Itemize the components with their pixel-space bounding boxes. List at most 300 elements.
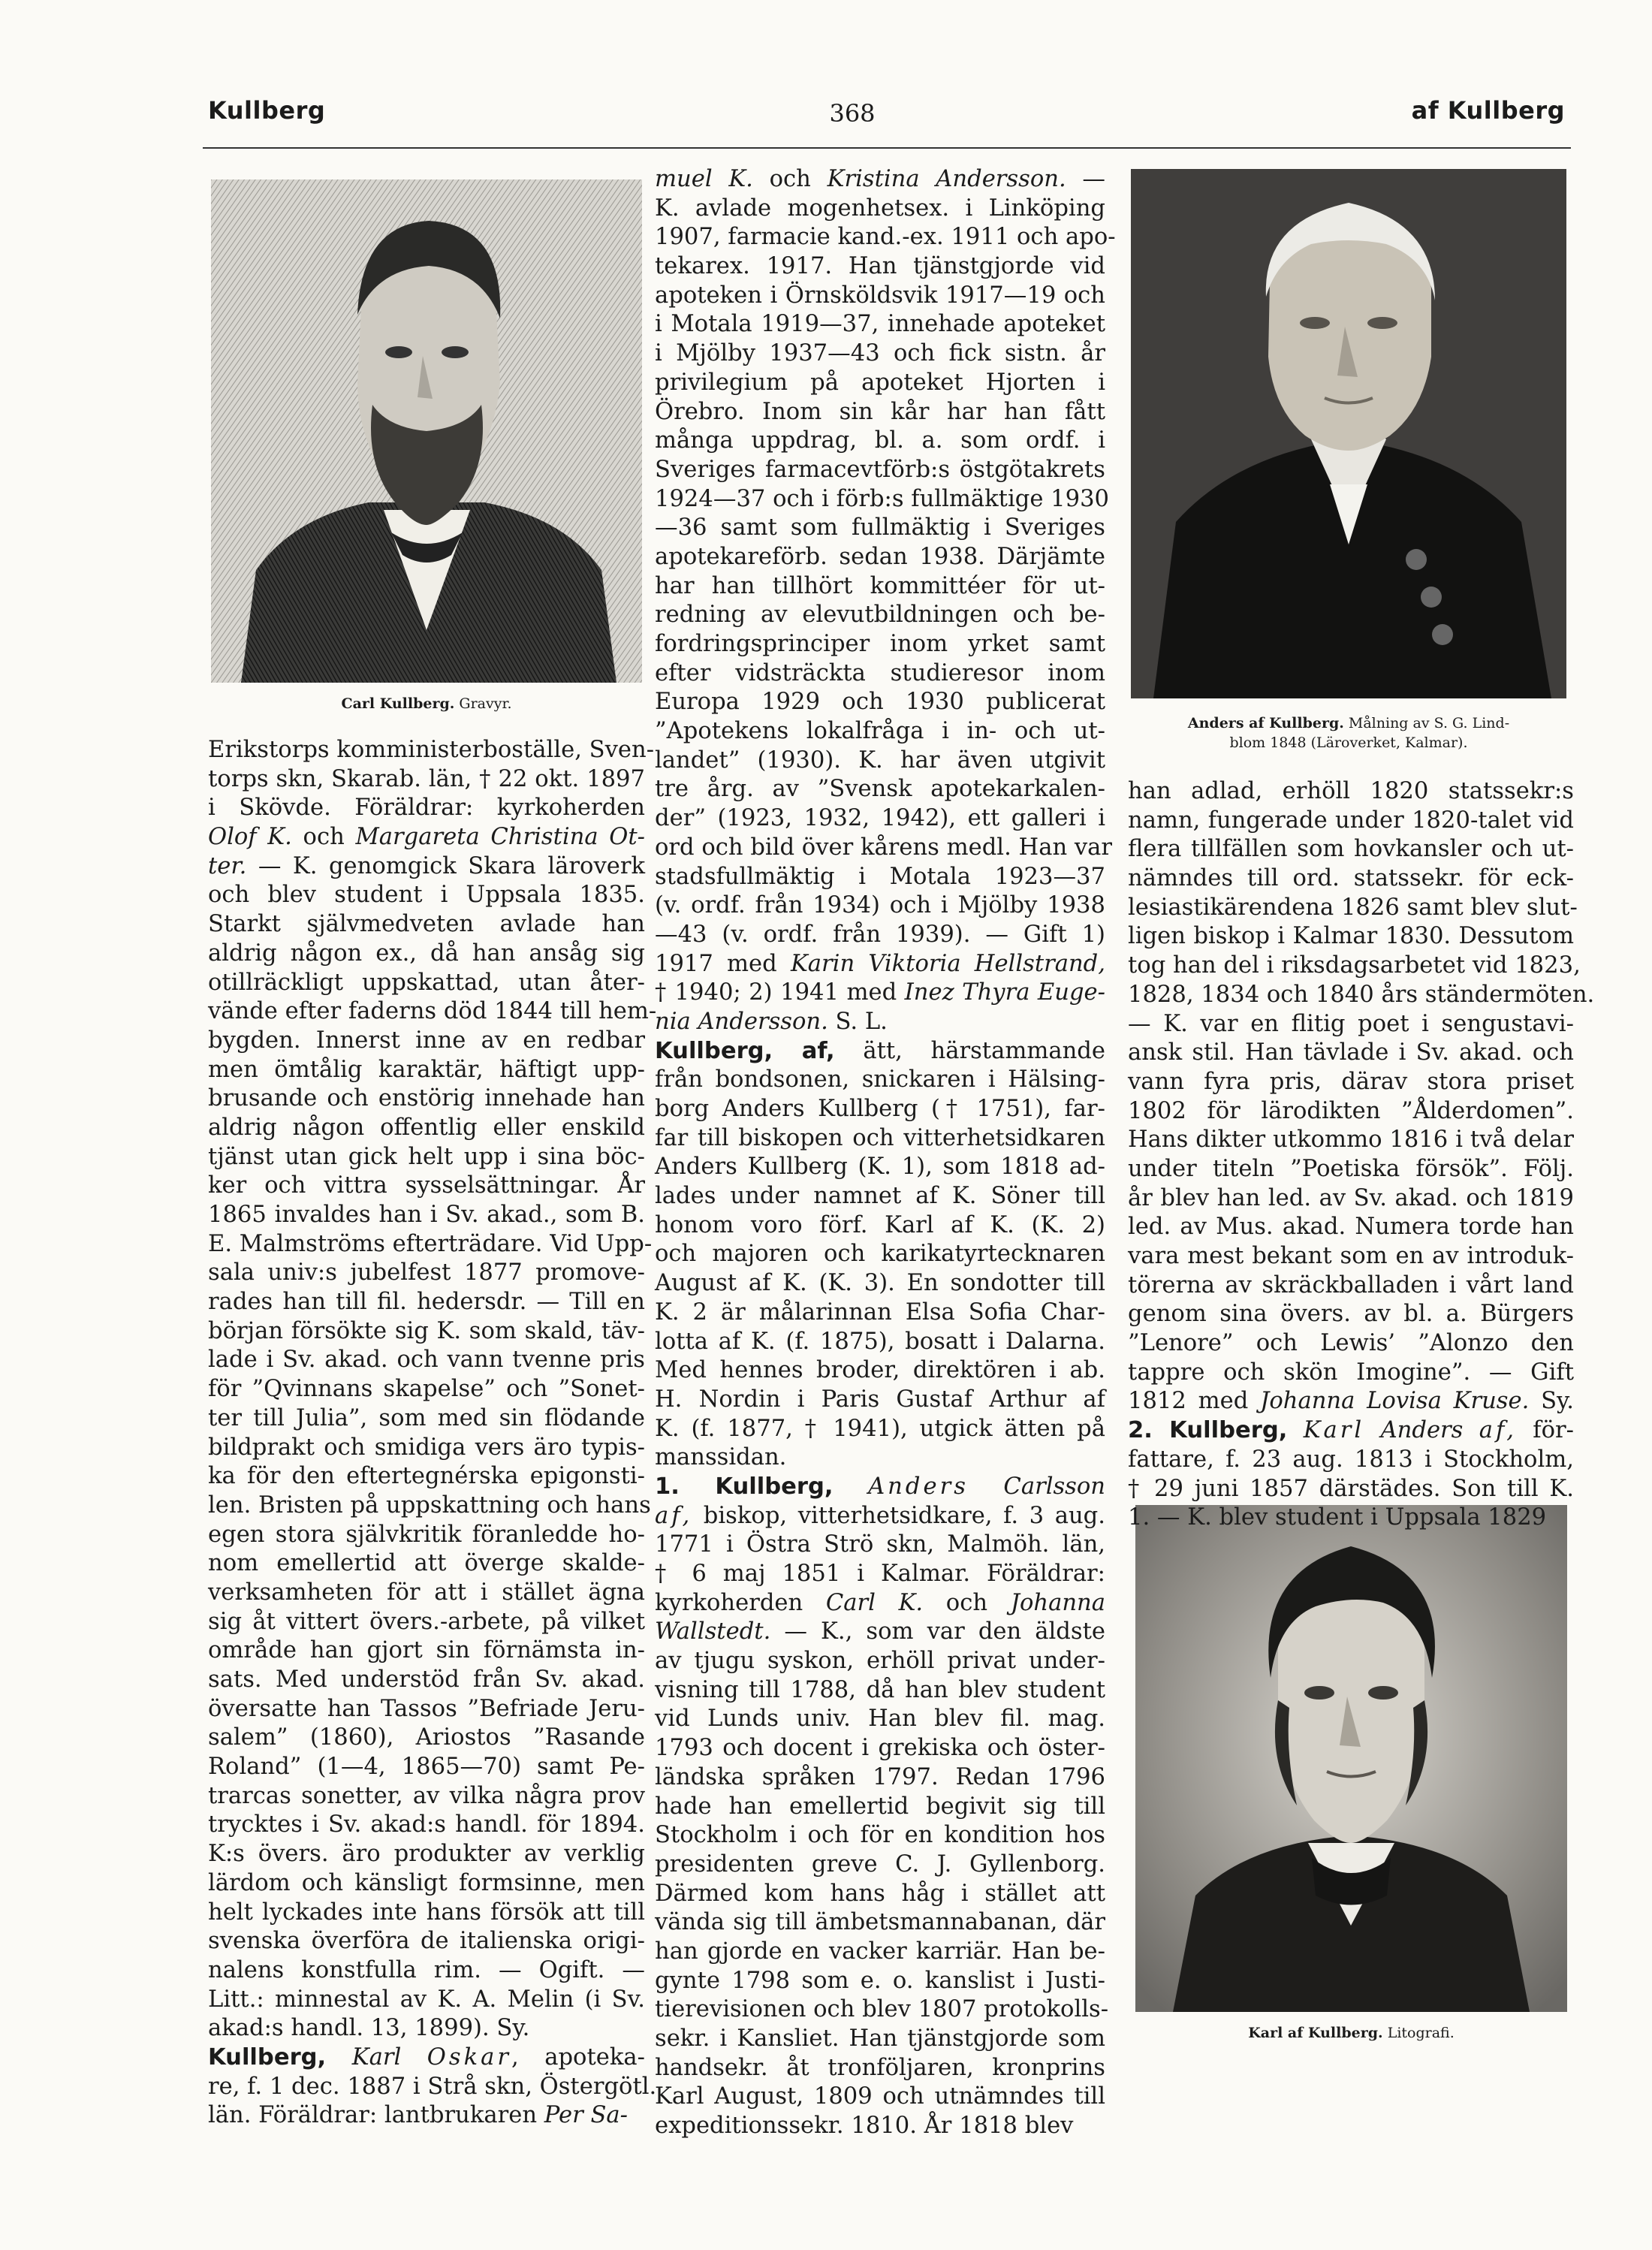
text-run: Margareta Christina Ot- xyxy=(355,824,645,851)
text-run: Wallstedt. xyxy=(655,1618,771,1645)
text-run: presidenten greve C. J. Gyllenborg. xyxy=(655,1850,1105,1878)
text-run: översatte han Tassos ”Befriade Jeru- xyxy=(208,1695,645,1722)
text-line xyxy=(208,1869,645,1899)
text-run: sekr. i Kansliet. Han tjänstgjorde som xyxy=(655,2025,1105,2052)
text-run: kyrkoherden xyxy=(655,1589,826,1616)
text-run: Johanna xyxy=(1010,1589,1105,1616)
text-run: biskop, vitterhetsidkare, f. 3 aug. xyxy=(692,1502,1105,1529)
text-line xyxy=(208,1521,645,1550)
text-run: borg Anders Kullberg († 1751), far- xyxy=(655,1096,1105,1122)
text-line xyxy=(208,1143,645,1172)
text-line xyxy=(655,1821,1105,1850)
text-run: Stockholm i och för en kondition hos xyxy=(655,1822,1105,1849)
text-run: Starkt självmedveten avlade han xyxy=(208,911,645,938)
caption-text: Målning av S. G. Lind- xyxy=(1343,715,1510,731)
text-line xyxy=(1128,894,1578,923)
text-run: manssidan. xyxy=(655,1444,787,1471)
text-run: svenska överföra de italienska origi- xyxy=(208,1928,645,1955)
text-run: och xyxy=(291,824,356,851)
text-line xyxy=(1128,1475,1574,1504)
text-run: Därmed kom hans håg i stället att xyxy=(655,1880,1105,1907)
text-line xyxy=(1128,1446,1574,1475)
text-run: apotekareförb. sedan 1938. Därjämte xyxy=(655,543,1105,570)
text-run: sats. Med understöd från Sv. akad. xyxy=(208,1666,645,1693)
text-run: Inez Thyra Euge- xyxy=(904,979,1105,1006)
text-run: törerna av skräckballaden i vårt land xyxy=(1128,1271,1574,1298)
text-run: led. av Mus. akad. Numera torde han xyxy=(1128,1214,1574,1241)
text-line xyxy=(1128,1097,1574,1127)
text-line xyxy=(655,1589,1105,1618)
text-line xyxy=(655,1240,1105,1269)
text-run: landet” (1930). K. har även utgivit xyxy=(655,746,1105,774)
text-line xyxy=(208,1114,645,1143)
page-number: 368 xyxy=(829,99,876,128)
text-line xyxy=(208,1695,645,1724)
text-run: trycktes i Sv. akad:s handl. för 1894. xyxy=(208,1811,645,1838)
text-run: lärdom och känsligt formsinne, men xyxy=(208,1869,645,1896)
text-run xyxy=(969,1473,1004,1500)
text-run: ”Apotekens lokalfråga i in- och ut- xyxy=(655,718,1105,745)
text-run: Litt.: minnestal av K. A. Melin (i Sv. xyxy=(208,1986,645,2013)
text-run: nia Andersson. xyxy=(655,1008,828,1035)
text-line xyxy=(1128,1010,1574,1039)
text-run: lade i Sv. akad. och vann tvenne pris xyxy=(208,1347,645,1374)
caption-carl-kullberg xyxy=(211,694,642,713)
text-run: ländska språken 1797. Redan 1796 xyxy=(655,1763,1105,1790)
caption-name: Carl Kullberg. xyxy=(341,695,455,712)
text-run: vann fyra pris, därav stora priset xyxy=(1128,1068,1574,1095)
caption-text: Gravyr. xyxy=(454,695,512,712)
text-line xyxy=(208,1549,645,1579)
text-run: län. Föräldrar: lantbrukaren xyxy=(208,2102,544,2129)
text-run: — K. var en flitig poet i sengustavi- xyxy=(1128,1010,1574,1037)
text-run: Hans dikter utkommo 1816 i två delar xyxy=(1128,1127,1574,1154)
text-line xyxy=(1128,1387,1574,1416)
text-run: och majoren och karikatyrtecknaren xyxy=(655,1241,1105,1268)
text-run: ligen biskop i Kalmar 1830. Dessutom xyxy=(1128,923,1574,950)
text-line xyxy=(655,514,1105,543)
text-line xyxy=(655,2112,1105,2141)
text-run: salem” (1860), Ariostos ”Rasande xyxy=(208,1724,645,1751)
text-line xyxy=(655,601,1105,630)
text-run: i Mjölby 1937—43 och fick sistn. år xyxy=(655,340,1105,367)
text-line xyxy=(208,1201,645,1230)
text-line xyxy=(208,794,645,823)
text-run: † 6 maj 1851 i Kalmar. Föräldrar: xyxy=(655,1561,1105,1587)
text-run: tjänst utan gick helt upp i sina böc- xyxy=(208,1143,645,1170)
text-run: 1. — K. blev student i Uppsala 1829 xyxy=(1128,1504,1547,1531)
text-line xyxy=(655,1995,1109,2025)
portrait-carl-kullberg xyxy=(211,179,642,683)
text-line xyxy=(208,1027,645,1056)
text-run: ter. xyxy=(208,852,247,879)
text-line xyxy=(1128,1271,1574,1301)
text-line xyxy=(1128,1126,1574,1155)
text-run: Sveriges farmacevtförb:s östgötakrets xyxy=(655,456,1105,483)
text-run: len. Bristen på uppskattning och hans xyxy=(208,1491,651,1519)
text-line xyxy=(208,1782,645,1811)
text-line xyxy=(208,1259,645,1288)
text-run: helt lyckades inte hans försök att till xyxy=(208,1899,645,1926)
text-line xyxy=(655,1037,1105,1066)
text-line xyxy=(208,1056,645,1085)
text-run: 1917 med xyxy=(655,950,791,977)
caption-karl-af-kullberg xyxy=(1135,2023,1567,2043)
text-run: 1812 med xyxy=(1128,1388,1261,1415)
text-line xyxy=(208,1636,645,1666)
text-line xyxy=(208,1927,645,1956)
caption-name: Anders af Kullberg. xyxy=(1187,715,1344,731)
text-line xyxy=(208,1608,645,1637)
text-run: der” (1923, 1932, 1942), ett galleri i xyxy=(655,805,1105,832)
text-line xyxy=(655,1153,1105,1182)
text-run: sig åt vittert övers.-arbete, på vilket xyxy=(208,1608,645,1635)
text-run: Per Sa- xyxy=(544,2102,628,2129)
text-line xyxy=(1128,1504,1574,1533)
text-run xyxy=(1364,1417,1380,1443)
text-run: ”Lenore” och Lewis’ ”Alonzo den xyxy=(1128,1330,1574,1357)
text-run: af, xyxy=(655,1502,693,1529)
text-run: vända sig till ämbetsmannabanan, där xyxy=(655,1909,1105,1936)
text-line xyxy=(208,2101,645,2131)
text-line xyxy=(655,1356,1105,1386)
text-run: flera tillfällen som hovkansler och ut- xyxy=(1128,836,1574,863)
text-run: ansk stil. Han tävlade i Sv. akad. och xyxy=(1128,1039,1574,1066)
text-line xyxy=(655,1269,1105,1298)
caption-text-line2: blom 1848 (Läroverket, Kalmar). xyxy=(1229,734,1468,751)
text-line xyxy=(655,1850,1105,1880)
text-run: Kullberg, xyxy=(208,2043,327,2071)
text-run: honom voro förf. Karl af K. (K. 2) xyxy=(655,1211,1105,1238)
text-run: 1802 för lärodikten ”Ålderdomen”. xyxy=(1128,1097,1574,1124)
text-line xyxy=(655,252,1105,282)
text-line xyxy=(655,1415,1105,1444)
text-run: af, xyxy=(1479,1417,1517,1444)
text-run: tierevisionen och blev 1807 protokolls- xyxy=(655,1996,1109,2023)
text-run: —43 (v. ordf. från 1939). — Gift 1) xyxy=(655,921,1105,948)
text-run: K. 2 är målarinnan Elsa Sofia Char- xyxy=(655,1298,1105,1326)
text-line xyxy=(1128,1329,1574,1359)
text-run: expeditionssekr. 1810. År 1818 blev xyxy=(655,2113,1074,2140)
text-line xyxy=(655,804,1105,834)
text-line xyxy=(208,823,645,852)
text-line xyxy=(655,1531,1105,1560)
text-line xyxy=(208,736,655,765)
text-run: Anders Kullberg (K. 1), som 1818 ad- xyxy=(655,1154,1105,1181)
text-line xyxy=(208,1724,645,1753)
text-run: tre årg. av ”Svensk apotekarkalen- xyxy=(655,776,1105,803)
text-line xyxy=(208,1172,645,1201)
text-run: apoteken i Örnsköldsvik 1917—19 och xyxy=(655,282,1105,309)
text-run: aldrig någon ex., då han ansåg sig xyxy=(208,940,645,967)
text-run: vid Lunds univ. Han blev fil. mag. xyxy=(655,1706,1105,1733)
text-line xyxy=(208,910,645,940)
text-run: visning till 1788, då han blev student xyxy=(655,1676,1105,1703)
text-run: 1793 och docent i grekiska och öster- xyxy=(655,1735,1105,1762)
text-line xyxy=(208,997,657,1027)
text-run: hade han emellertid begivit sig till xyxy=(655,1793,1105,1820)
text-line xyxy=(655,1473,1105,1502)
text-run: nom emellertid att överge skalde- xyxy=(208,1550,645,1577)
text-run: men ömtålig karaktär, häftigt upp- xyxy=(208,1056,645,1083)
text-line xyxy=(208,1899,645,1928)
text-line xyxy=(208,1375,645,1404)
text-run: lades under namnet af K. Söner till xyxy=(655,1183,1105,1210)
text-line xyxy=(655,485,1110,514)
text-run: rades han till fil. hedersdr. — Till en xyxy=(208,1289,645,1316)
text-run: tappre och skön Imogine”. — Gift xyxy=(1128,1359,1574,1386)
text-run: Anders xyxy=(1380,1417,1464,1444)
text-line xyxy=(208,940,645,969)
text-line xyxy=(655,1211,1105,1241)
text-line xyxy=(655,1734,1105,1763)
text-line xyxy=(655,1502,1105,1531)
text-line xyxy=(655,979,1105,1008)
text-column-1 xyxy=(208,736,657,2131)
text-run: gynte 1798 som e. o. kanslist i Justi- xyxy=(655,1967,1105,1994)
text-run: lotta af K. (f. 1875), bosatt i Dalarna. xyxy=(655,1328,1105,1355)
text-line xyxy=(655,339,1105,369)
text-run: 1924—37 och i förb:s fullmäktige 1930 xyxy=(655,485,1110,512)
text-line xyxy=(655,1793,1105,1822)
text-line xyxy=(208,1753,645,1782)
text-run: Kristina Andersson. xyxy=(827,166,1066,192)
text-run: aldrig någon offentlig eller enskild xyxy=(208,1114,645,1141)
text-line xyxy=(655,1908,1105,1938)
text-line xyxy=(655,630,1105,659)
text-run: H. Nordin i Paris Gustaf Arthur af xyxy=(655,1386,1105,1413)
text-run: handsekr. åt tronföljaren, kronprins xyxy=(655,2054,1105,2081)
text-run: fattare, f. 23 aug. 1813 i Stockholm, xyxy=(1128,1446,1574,1473)
text-run: privilegium på apoteket Hjorten i xyxy=(655,369,1105,396)
text-run: genom sina övers. av bl. a. Bürgers xyxy=(1128,1301,1574,1328)
caption-text: Litografi. xyxy=(1382,2025,1455,2041)
text-run: 1. Kullberg, xyxy=(655,1473,834,1500)
text-line xyxy=(655,688,1105,717)
text-run: av tjugu syskon, erhöll privat under- xyxy=(655,1648,1105,1675)
text-line xyxy=(208,1404,645,1434)
text-run: område han gjort sin förnämsta in- xyxy=(208,1637,645,1664)
text-run: ätt, härstammande xyxy=(834,1037,1105,1064)
text-run: nämndes till ord. statssekr. för eck- xyxy=(1128,865,1574,892)
text-run: från bondsonen, snickaren i Hälsing- xyxy=(655,1066,1105,1093)
text-run: far till biskopen och vitterhetsidkaren xyxy=(655,1124,1105,1151)
text-run: bildprakt och smidiga vers äro typis- xyxy=(208,1434,645,1461)
text-line xyxy=(655,1095,1105,1124)
text-run: Erikstorps komministerboställe, Sven- xyxy=(208,737,655,763)
text-line xyxy=(655,2054,1105,2083)
text-run: har han tillhört kommittéer för ut- xyxy=(655,572,1105,599)
text-line xyxy=(655,1008,1105,1037)
text-run: ker och vittra sysselsättningar. År xyxy=(208,1172,645,1199)
text-run: för ”Qvinnans skapelse” och ”Sonet- xyxy=(208,1376,645,1403)
text-run: Karin Viktoria Hellstrand, xyxy=(790,950,1105,977)
text-run: Med hennes broder, direktören i ab. xyxy=(655,1357,1105,1384)
text-line xyxy=(1128,922,1574,952)
text-run: muel K. xyxy=(655,166,753,192)
text-line xyxy=(208,1666,645,1695)
text-line xyxy=(655,1560,1105,1589)
text-line xyxy=(208,2073,657,2102)
text-run: Örebro. Inom sin kår har han fått xyxy=(655,398,1105,425)
text-run: 2. Kullberg, xyxy=(1128,1417,1288,1444)
text-line xyxy=(655,775,1105,804)
text-run: K. avlade mogenhetsex. i Linköping xyxy=(655,195,1105,222)
text-run: Olof K. xyxy=(208,824,292,851)
text-run: † 29 juni 1857 därstädes. Son till K. xyxy=(1128,1475,1574,1502)
text-run: många uppdrag, bl. a. som ordf. i xyxy=(655,427,1105,454)
text-run: , apoteka- xyxy=(511,2043,645,2071)
text-run xyxy=(326,2044,352,2071)
text-run: 1865 invaldes han i Sv. akad., som B. xyxy=(208,1202,645,1228)
text-run: och xyxy=(752,166,828,192)
text-run: namn, fungerade under 1820-talet vid xyxy=(1128,807,1574,834)
text-line xyxy=(655,427,1105,456)
text-line xyxy=(655,1880,1105,1909)
portrait-anders-af-kullberg xyxy=(1131,169,1566,698)
text-line xyxy=(1128,1300,1574,1329)
text-line xyxy=(208,969,645,998)
text-run: i Skövde. Föräldrar: kyrkoherden xyxy=(208,795,645,822)
text-run: vände efter faderns död 1844 till hem- xyxy=(208,998,657,1025)
text-line xyxy=(655,1124,1105,1154)
text-run: i Motala 1919—37, innehade apoteket xyxy=(655,311,1105,338)
text-run: lesiastikärendena 1826 samt blev slut- xyxy=(1128,894,1578,921)
text-run: 1828, 1834 och 1840 års ständermöten. xyxy=(1128,981,1595,1008)
text-run: och blev student i Uppsala 1835. xyxy=(208,882,645,909)
text-run: under titeln ”Poetiska försök”. Följ. xyxy=(1128,1155,1574,1182)
text-line xyxy=(1128,1039,1574,1068)
portrait-karl-af-kullberg xyxy=(1135,1505,1567,2012)
header-rule xyxy=(203,147,1571,149)
text-line xyxy=(655,1443,1105,1473)
text-run: — xyxy=(1066,166,1105,192)
text-run: S. L. xyxy=(828,1008,888,1035)
text-line xyxy=(655,1647,1105,1676)
text-run: nalens konstfulla rim. — Ogift. — xyxy=(208,1956,645,1983)
text-line xyxy=(655,717,1105,746)
text-run: sala univ:s jubelfest 1877 promove- xyxy=(208,1259,645,1286)
caption-anders-af-kullberg xyxy=(1131,713,1566,753)
text-line xyxy=(655,834,1113,863)
text-line xyxy=(655,863,1105,892)
text-line xyxy=(655,746,1105,776)
text-run: — K., som var den äldste xyxy=(770,1618,1105,1645)
text-run xyxy=(1463,1417,1479,1443)
text-line xyxy=(208,1491,651,1521)
text-line xyxy=(1128,952,1581,981)
text-line xyxy=(655,659,1105,689)
text-line xyxy=(1128,1416,1574,1446)
text-run xyxy=(834,1473,869,1500)
text-run: tog han del i riksdagsarbetet vid 1823, xyxy=(1128,952,1581,979)
text-line xyxy=(655,1182,1105,1211)
text-run: egen stora självkritik föranledde ho- xyxy=(208,1521,645,1548)
text-line xyxy=(208,1579,645,1608)
text-line xyxy=(208,1317,645,1347)
text-line xyxy=(1128,1213,1574,1242)
text-line xyxy=(655,456,1105,485)
text-line xyxy=(655,543,1105,572)
text-run: Karl xyxy=(351,2043,427,2071)
text-line xyxy=(655,1618,1105,1647)
text-run xyxy=(1287,1417,1303,1443)
running-head-left: Kullberg xyxy=(208,96,326,125)
text-line xyxy=(655,165,1105,195)
text-run: otillräckligt uppskattad, utan åter- xyxy=(208,969,645,996)
text-line xyxy=(208,1084,645,1114)
text-line xyxy=(655,398,1105,427)
text-run: han adlad, erhöll 1820 statssekr:s xyxy=(1128,778,1574,804)
text-line xyxy=(1128,1359,1574,1388)
text-run: Karl xyxy=(1303,1417,1365,1444)
text-line xyxy=(208,1288,645,1317)
text-run: för- xyxy=(1516,1417,1574,1444)
text-run: tekarex. 1917. Han tjänstgjorde vid xyxy=(655,253,1105,280)
text-line xyxy=(655,1705,1105,1734)
text-line xyxy=(655,1763,1105,1793)
text-run: fordringsprinciper inom yrket samt xyxy=(655,631,1105,657)
text-line xyxy=(1128,807,1574,836)
text-line xyxy=(1128,1184,1574,1214)
text-run: år blev han led. av Sv. akad. och 1819 xyxy=(1128,1184,1574,1211)
text-run: Kullberg, af, xyxy=(655,1037,835,1064)
text-run: re, f. 1 dec. 1887 i Strå skn, Östergötl. xyxy=(208,2073,657,2100)
text-line xyxy=(655,195,1105,224)
text-line xyxy=(1128,981,1595,1010)
text-line xyxy=(208,2043,645,2073)
text-line xyxy=(655,310,1105,339)
text-line xyxy=(655,950,1105,979)
text-run: ord och bild över kårens medl. Han var xyxy=(655,834,1113,861)
text-line xyxy=(208,1956,645,1986)
text-run: ter till Julia”, som med sin flödande xyxy=(208,1404,645,1431)
text-line xyxy=(655,572,1105,602)
text-run: bygden. Innerst inne av en redbar xyxy=(208,1027,645,1054)
text-line xyxy=(655,1967,1105,1996)
text-run: efter vidsträckta studieresor inom xyxy=(655,659,1105,686)
text-line xyxy=(208,1840,645,1869)
text-line xyxy=(208,1986,645,2015)
text-run: verksamheten för att i stället ägna xyxy=(208,1579,645,1606)
text-run: början försökte sig K. som skald, täv- xyxy=(208,1317,645,1344)
text-line xyxy=(1128,1242,1574,1271)
text-line xyxy=(655,891,1105,921)
text-line xyxy=(655,369,1105,398)
text-run: ka för den eftertegnérska epigonsti- xyxy=(208,1463,645,1490)
text-run: Carlsson xyxy=(1003,1473,1106,1500)
text-line xyxy=(208,2014,645,2043)
text-line xyxy=(208,852,645,882)
text-line xyxy=(655,223,1116,252)
text-line xyxy=(1128,835,1574,864)
text-run: 1771 i Östra Strö skn, Malmöh. län, xyxy=(655,1531,1105,1558)
text-line xyxy=(655,2025,1105,2054)
text-line xyxy=(655,282,1105,311)
text-run: K. (f. 1877, † 1941), utgick ätten på xyxy=(655,1415,1105,1442)
text-run: han gjorde en vacker karriär. Han be- xyxy=(655,1938,1105,1965)
text-line xyxy=(208,1462,645,1491)
text-run: 1907, farmacie kand.-ex. 1911 och apo- xyxy=(655,224,1116,251)
text-line xyxy=(655,1386,1105,1415)
text-run: † 1940; 2) 1941 med xyxy=(655,979,905,1006)
running-head-right: af Kullberg xyxy=(1411,96,1565,125)
text-run: E. Malmströms efterträdare. Vid Upp- xyxy=(208,1230,653,1257)
text-line xyxy=(1128,1068,1574,1097)
text-line xyxy=(655,1066,1105,1095)
text-run: Karl August, 1809 och utnämndes till xyxy=(655,2083,1105,2110)
text-line xyxy=(208,1434,645,1463)
